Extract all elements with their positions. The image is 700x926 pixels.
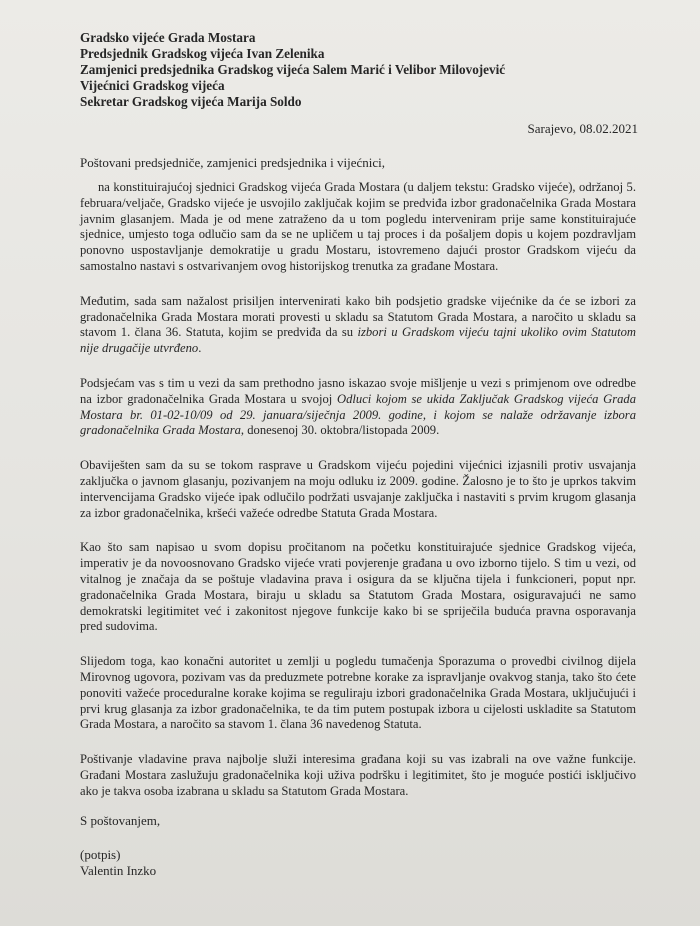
paragraph-2-end: . [198, 341, 202, 356]
paragraph-5: Kao što sam napisao u svom dopisu pročitanom na početku konstituirajuće sjednice Gradskog vijeća, imperativ je da novoosnovano Gradsko vijeće vrati povjerenje građana u ovo izborno tijelo. S tim u vezi, od vitalnog je značaja da se poštuje vladavina prava i osigura da se ključna tijela i funkcioneri, poput npr. gradonačelnika Grada Mostara, biraju u skladu sa Statutom Grada Mostara, osiguravajući ne samo demokratski legitimitet već i zakonitost njegove funkcije kako bi se spriječila buduća pravna osporavanja pred sudovima. [80, 540, 636, 634]
paragraph-4: Obaviješten sam da su se tokom rasprave u Gradskom vijeću pojedini vijećnici izjasnili protiv usvajanja zaključka o javnom glasanju, pozivanjem na moju odluku iz 2009. godine. Žalosno je to što je uprkos takvim intervencijama Gradsko vijeće ipak odlučilo podržati usvajanje zaključka i nastaviti s prvim krugom glasanja za izbor gradonačelnika, kršeći važeće odredbe Statuta Grada Mostara. [80, 458, 636, 520]
recipient-line: Zamjenici predsjednika Gradskog vijeća Salem Marić i Velibor Milovojević [80, 62, 506, 77]
paragraph-3 [80, 376, 636, 439]
closing: S poštovanjem, [80, 813, 161, 828]
salutation: Poštovani predsjedniče, zamjenici predsjednika i vijećnici, [80, 155, 386, 170]
paragraph-3-decision-title: Odluci kojom se ukida Zaključak Gradskog vijeća Grada Mostara br. 01-02-10/09 od 29. januara/siječnja 2009. godine, i kojom se nalaže održavanje izbora gradonačelnika Grada Mostara [80, 391, 636, 438]
paragraph-3-end: , donesenoj 30. oktobra/listopada 2009. [240, 423, 440, 438]
paragraph-1: na konstituirajućoj sjednici Gradskog vijeća Grada Mostara (u daljem tekstu: Gradsko vijeće), održanoj 5. februara/veljače, Gradsko vijeće je usvojilo zaključak kojim se predviđa izbor gradonačelnika Grada Mostara javnim glasanjem. Mada je od mene zatraženo da u tom pogledu interveniram prije same konstituirajuće sjednice, umjesto toga odlučio sam da se ne upličem u taj proces i da pošaljem dopis u kojem pozdravljam ponovno uspostavljanje demokratije u gradu Mostaru, istovremeno dajući prostor Gradskom vijeću da samostalno nastavi s ostvarivanjem ovog historijskog trenutka za građane Mostara. [80, 180, 636, 273]
recipient-line: Gradsko vijeće Grada Mostara [80, 30, 256, 45]
recipient-line: Vijećnici Gradskog vijeća [80, 78, 225, 93]
signature-note: (potpis) [80, 847, 121, 862]
letter-body [80, 180, 636, 819]
paragraph-2-text: Međutim, sada sam nažalost prisiljen intervenirati kako bih podsjetio gradske vijećnike da će se izbori za gradonačelnika Grada Mostara morati provesti u skladu sa Statutom Grada Mostara, a naročito u skladu sa stavom 1. člana 36. Statuta, kojim se predviđa da su [80, 293, 636, 340]
paragraph-2 [80, 294, 636, 357]
recipient-line: Predsjednik Gradskog vijeća Ivan Zelenika [80, 46, 325, 61]
paragraph-7: Poštivanje vladavine prava najbolje služi interesima građana koji su vas izabrali na ove važne funkcije. Građani Mostara zaslužuju gradonačelnika koji uživa podršku i legitimitet, što je moguće postići isključivo ako je takva osoba izabrana u skladu sa Statutom Grada Mostara. [80, 752, 636, 798]
paragraph-3-text: Podsjećam vas s tim u vezi da sam prethodno jasno iskazao svoje mišljenje u vezi s primjenom ove odredbe na izbor gradonačelnika Grada Mostara u svojoj [80, 375, 636, 406]
paragraph-6: Slijedom toga, kao konačni autoritet u zemlji u pogledu tumačenja Sporazuma o provedbi civilnog dijela Mirovnog ugovora, pozivam vas da preduzmete potrebne korake za ispravljanje ovakvog stanja, tako što ćete ponoviti važeće proceduralne korake kojima se reguliraju izbori gradonačelnika Grada Mostara, uključujući i prvi krug glasanja za izbor gradonačelnika, te da tim putem postupak izbora u cijelosti uskladite sa Statutom Grada Mostara, a naročito sa stavom 1. člana 36 navedenog Statuta. [80, 654, 636, 732]
recipient-line: Sekretar Gradskog vijeća Marija Soldo [80, 94, 302, 109]
signature-block [80, 847, 156, 879]
letter-date: Sarajevo, 08.02.2021 [527, 121, 638, 136]
recipients-block [80, 30, 640, 110]
paragraph-2-quote: izbori u Gradskom vijeću tajni ukoliko ovim Statutom nije drugačije utvrđeno [80, 325, 637, 356]
signatory-name: Valentin Inzko [80, 863, 157, 878]
